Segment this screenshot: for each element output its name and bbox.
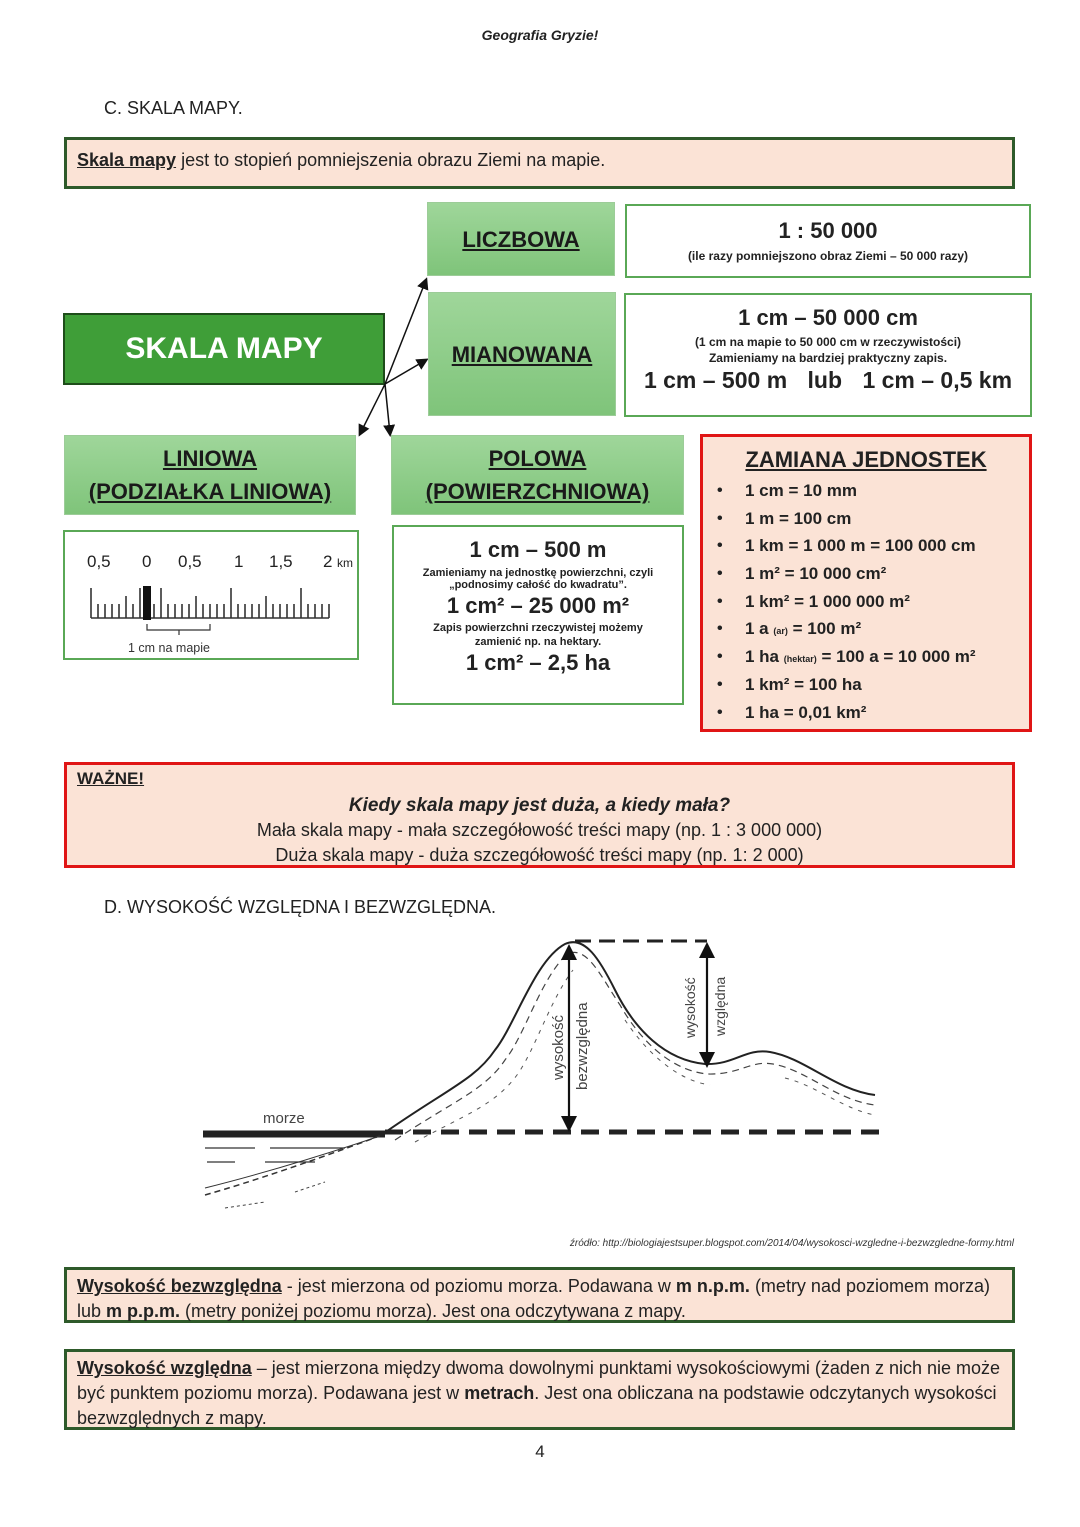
units-conversion-box bbox=[700, 434, 1032, 732]
important-box bbox=[64, 762, 1015, 868]
rel-label1: wysokość bbox=[682, 977, 698, 1038]
arrow-polowa bbox=[385, 384, 390, 434]
polowa-note3: Zapis powierzchni rzeczywistej możemy bbox=[433, 622, 643, 634]
mianowana-note2: Zamieniamy na bardziej praktyczny zapis. bbox=[708, 351, 948, 365]
mianowana-note1: (1 cm na mapie to 50 000 cm w rzeczywistości) bbox=[694, 335, 962, 349]
section-c-title: C. SKALA MAPY. bbox=[104, 98, 243, 118]
rel-term: Wysokość względna bbox=[77, 1358, 252, 1378]
important-line2: Duża skala mapy - duża szczegółowość treści mapy (np. 1: 2 000) bbox=[275, 845, 804, 865]
liniowa-scale-box bbox=[63, 530, 359, 660]
liniowa-label2: (PODZIAŁKA LINIOWA) bbox=[88, 479, 332, 504]
unit-item: • 1 km² = 100 ha bbox=[703, 671, 1029, 699]
unit-item: • 1 km = 1 000 m = 100 000 cm bbox=[703, 532, 1029, 560]
unit-item: • 1 km² = 1 000 000 m² bbox=[703, 588, 1029, 616]
mianowana-value: 1 cm – 50 000 cm bbox=[738, 305, 918, 330]
polowa-label1: POLOWA bbox=[488, 446, 587, 471]
liczbowa-note: (ile razy pomniejszono obraz Ziemi – 50 000 razy) bbox=[687, 249, 969, 263]
liczbowa-box bbox=[427, 202, 615, 276]
page-header: Geografia Gryzie! bbox=[481, 27, 599, 43]
mianowana-or: lub bbox=[807, 367, 843, 393]
relative-height-definition bbox=[64, 1349, 1015, 1430]
important-question: Kiedy skala mapy jest duża, a kiedy mała? bbox=[348, 795, 731, 816]
unit-ar-pre: 1 a bbox=[745, 619, 774, 639]
rel-text1: – jest mierzona między dwoma dowolnymi punktami wysokościowymi (żaden z nich nie może być punktem poziomu morza). Podawana jest w bbox=[77, 1358, 1001, 1403]
tick-unit: km bbox=[337, 556, 353, 570]
unit-item-ha bbox=[703, 643, 1029, 671]
unit-item: • 1 m² = 10 000 cm² bbox=[703, 560, 1029, 588]
liczbowa-value: 1 : 50 000 bbox=[778, 218, 878, 243]
abs-text3: (metry poniżej poziomu morza). Jest ona odczytywana z mapy. bbox=[180, 1301, 686, 1321]
polowa-note2: „podnosimy całość do kwadratu”. bbox=[449, 579, 627, 591]
rel-label2: względna bbox=[712, 976, 728, 1036]
polowa-note4: zamienić np. na hektary. bbox=[474, 636, 602, 648]
polowa-value2: 1 cm² – 25 000 m² bbox=[446, 593, 630, 618]
abs-text1: - jest mierzona od poziomu morza. Podawana w bbox=[281, 1276, 676, 1296]
height-diagram bbox=[195, 930, 885, 1225]
linear-scale-drawing bbox=[75, 542, 365, 657]
scale-bracket bbox=[147, 624, 210, 635]
scale-main-box: SKALA MAPY bbox=[63, 313, 385, 385]
arrows-diagram bbox=[340, 260, 440, 450]
mianowana-value2a: 1 cm – 500 m bbox=[643, 367, 788, 393]
unit-ha-post: = 100 a = 10 000 m² bbox=[816, 647, 976, 667]
unit-ar-sub: (ar) bbox=[773, 626, 788, 637]
mianowana-info-box bbox=[624, 293, 1032, 417]
scale-thick-bar bbox=[143, 586, 151, 620]
unit-item-ar bbox=[703, 615, 1029, 643]
polowa-value3: 1 cm² – 2,5 ha bbox=[465, 650, 611, 675]
abs-text2: (metry nad poziomem morza) lub bbox=[77, 1276, 991, 1321]
unit-ar-post: = 100 m² bbox=[787, 619, 862, 639]
scale-definition-text: jest to stopień pomniejszenia obrazu Ziemi na mapie. bbox=[176, 150, 606, 170]
scale-definition-box bbox=[64, 137, 1015, 189]
units-list bbox=[703, 477, 1029, 726]
polowa-note1: Zamieniamy na jednostkę powierzchni, czyli bbox=[422, 567, 654, 579]
abs-unit1: m n.p.m. bbox=[675, 1276, 750, 1296]
tick-label-4: 1,5 bbox=[269, 552, 293, 571]
liczbowa-info-box bbox=[625, 204, 1031, 278]
unit-item: • 1 ha = 0,01 km² bbox=[703, 699, 1029, 727]
mianowana-value2 bbox=[626, 367, 1030, 394]
arrow-liniowa bbox=[360, 384, 385, 434]
liniowa-box bbox=[64, 435, 356, 515]
unit-item: • 1 cm = 10 mm bbox=[703, 477, 1029, 505]
mountain-outline bbox=[380, 942, 875, 1136]
tick-label-1: 0 bbox=[142, 552, 152, 571]
tick-label-5: 2 bbox=[323, 552, 333, 571]
abs-term: Wysokość bezwzględna bbox=[77, 1276, 282, 1296]
absolute-height-definition bbox=[64, 1267, 1015, 1323]
abs-label1: wysokość bbox=[550, 1014, 567, 1080]
unit-item: • 1 m = 100 cm bbox=[703, 505, 1029, 533]
unit-ha-sub: (hektar) bbox=[783, 654, 817, 665]
page-number: 4 bbox=[535, 1442, 545, 1461]
scale-caption: 1 cm na mapie bbox=[128, 641, 210, 655]
units-title: ZAMIANA JEDNOSTEK bbox=[745, 447, 987, 472]
tick-label-3: 1 bbox=[234, 552, 244, 571]
important-label: WAŻNE! bbox=[77, 769, 145, 788]
rel-unit: metrach bbox=[464, 1383, 535, 1403]
abs-label2: bezwzględna bbox=[574, 1002, 591, 1090]
arrow-liczbowa bbox=[385, 280, 426, 384]
diagram-source: źródło: http://biologiajestsuper.blogspot.com/2014/04/wysokosci-wzgledne-i-bezwzgledne-formy.html bbox=[569, 1238, 1014, 1249]
tick-label-2: 0,5 bbox=[178, 552, 202, 571]
unit-ha-pre: 1 ha bbox=[745, 647, 784, 667]
arrow-mianowana bbox=[385, 360, 426, 384]
polowa-box bbox=[391, 435, 684, 515]
section-d-title: D. WYSOKOŚĆ WZGLĘDNA I BEZWZGLĘDNA. bbox=[104, 897, 497, 917]
mianowana-label: MIANOWANA bbox=[451, 341, 593, 367]
important-line1: Mała skala mapy - mała szczegółowość treści mapy (np. 1 : 3 000 000) bbox=[256, 820, 823, 840]
mountain-shading bbox=[395, 952, 875, 1140]
scale-term: Skala mapy bbox=[77, 150, 177, 170]
polowa-info-box bbox=[392, 525, 684, 705]
sea-label: morze bbox=[263, 1110, 305, 1127]
polowa-value1: 1 cm – 500 m bbox=[469, 537, 607, 562]
polowa-label2: (POWIERZCHNIOWA) bbox=[425, 479, 650, 504]
scale-ticks bbox=[91, 588, 329, 618]
liniowa-label1: LINIOWA bbox=[162, 446, 258, 471]
mianowana-box bbox=[428, 292, 616, 416]
tick-label-0: 0,5 bbox=[87, 552, 111, 571]
liczbowa-label: LICZBOWA bbox=[462, 226, 580, 252]
abs-unit2: m p.p.m. bbox=[106, 1301, 181, 1321]
rel-text2: . Jest ona obliczana na podstawie odczytanych wysokości bezwzględnych z mapy. bbox=[77, 1383, 997, 1428]
mianowana-value2b: 1 cm – 0,5 km bbox=[862, 367, 1013, 393]
